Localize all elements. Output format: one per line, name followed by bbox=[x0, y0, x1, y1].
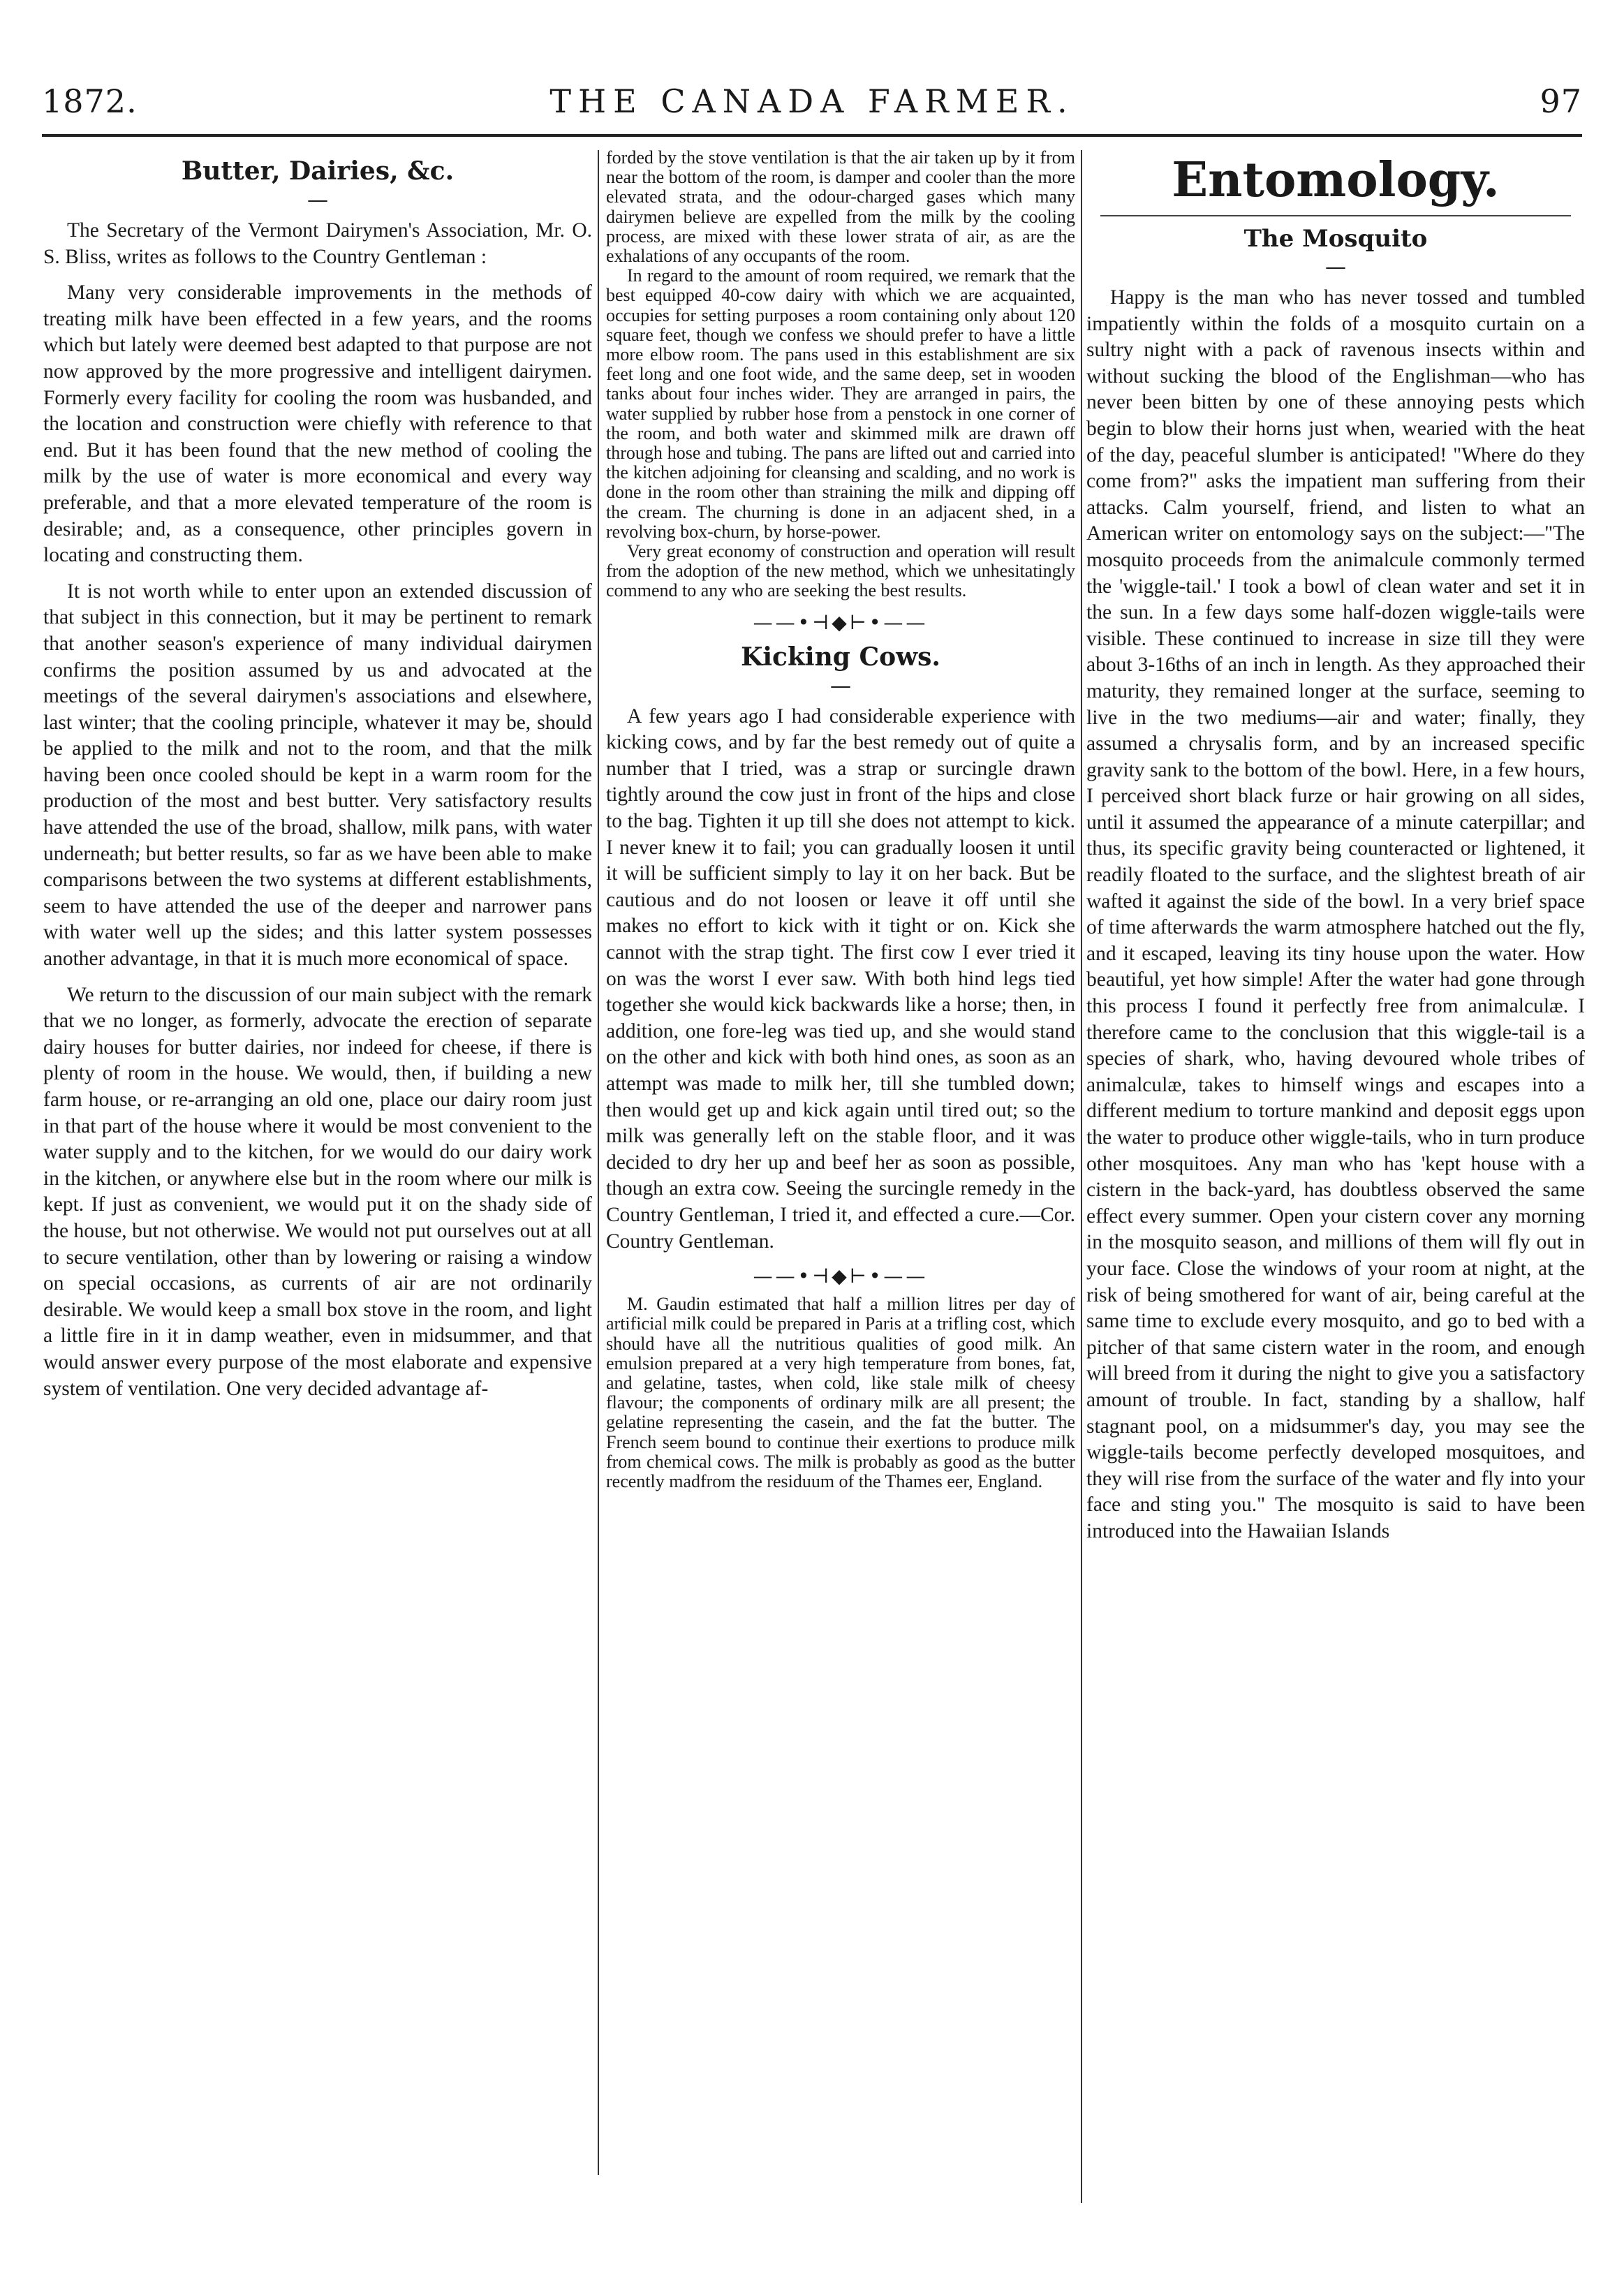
article-heading: Kicking Cows. bbox=[741, 642, 940, 672]
heading-dash: — bbox=[307, 188, 328, 212]
column-2 bbox=[606, 148, 1075, 2173]
column-1 bbox=[43, 148, 592, 2159]
article-paragraph: A few years ago I had considerable experience with kicking cows, and by far the best remedy out of quite a number that I tried, was a strap or surcingle drawn tightly around the cow just in front of the hips and close to the bag. Tighten it up till she does not attempt to kick. I never knew it to fail; you can gradually loosen it until it will be sufficient simply to lay it on her back. But be cautious and do not loosen or leave it off until she makes no effort to kick with it tight or on. Kick she cannot with the strap tight. The first cow I ever tried it on was the worst I ever saw. With both hind legs tied together she would kick backwards like a horse; then, in addition, one fore-leg was tied up, and she would stand on the other and kick with both hind ones, as soon as an attempt was made to milk her, till she tumbled down; then would get up and kick again until tired out; so the milk was generally left on the stable floor, and it was decided to dry her up and beef her as soon as possible, though an extra cow. Seeing the surcingle remedy in the Country Gentleman, I tried it, and effected a cure.—Cor. Country Gentleman. bbox=[606, 705, 1075, 1253]
masthead-rule bbox=[42, 134, 1582, 137]
masthead-year: 1872. bbox=[42, 82, 138, 120]
article-paragraph: M. Gaudin estimated that half a million litres per day of artificial milk could be prepared in Paris at a trifling cost, which should have all the nutritious qualities of good milk. An emulsion prepared at a very high temperature from bones, fat, and gelatine, tastes, when cold, like stale milk of cheesy flavour; the components of ordinary milk are all present; the gelatine representing the casein, and the fat the butter. The French seem bound to continue their exertions to produce milk from chemical cows. The milk is probably as good as the butter recently madfrom the residuum of the Thames eer, England. bbox=[606, 1294, 1075, 1491]
masthead bbox=[42, 82, 1582, 131]
article-paragraph: In regard to the amount of room required, we remark that the best equipped 40-cow dairy with which we are acquainted, occupies for setting purposes a room containing only about 120 square feet, though we confess we should prefer to have a little more elbow room. The pans used in this establishment are six feet long and one foot wide, and the same deep, set in wooden tanks about four inches wider. They are arranged in pairs, the water supplied by rubber hose from a penstock in one corner of the room, and both water and skimmed milk are drawn off through hose and tubing. The pans are lifted out and carried into the kitchen adjoining for cleansing and scalding, and no work is done in the room other than straining the milk and dipping off the cream. The churning is done in an adjacent shed, in a revolving box-churn, by horse-power. bbox=[606, 265, 1075, 542]
article-heading: Butter, Dairies, &c. bbox=[181, 156, 455, 186]
section-rule bbox=[1100, 215, 1571, 216]
column-divider bbox=[598, 150, 599, 2175]
section-ornament: ——•⊣◆⊢•—— bbox=[753, 1264, 929, 1288]
article-paragraph: Very great economy of construction and operation will result from the adoption of the new method, which we unhesitatingly commend to any who are seeking the best results. bbox=[606, 541, 1075, 601]
article-paragraph: The Secretary of the Vermont Dairymen's Association, Mr. O. S. Bliss, writes as follows to the Country Gentleman : bbox=[43, 219, 592, 268]
article-paragraph: We return to the discussion of our main subject with the remark that we no longer, as formerly, advocate the erection of separate dairy houses for butter dairies, nor indeed for cheese, if there is plenty of room in the house. We would, then, if building a new farm house, or re-arranging an old one, place our dairy room just in that part of the house where it would be most convenient to the water supply and to the kitchen, for we would do our dairy work in the kitchen, or anywhere else but in the room where our milk is kept. If just as convenient, we would put it on the shady side of the house, but not otherwise. We would not put ourselves out at all to secure ventilation, other than by lowering or raising a window on special occasions, as currents of air are not ordinarily desirable. We would keep a small box stove in the room, and light a little fire in it in damp weather, even in midsummer, and that would answer every purpose of the most elaborate and expensive system of ventilation. One very decided advantage af- bbox=[43, 983, 592, 1400]
column-divider bbox=[1081, 150, 1082, 2203]
section-heading: Entomology. bbox=[1172, 152, 1500, 208]
section-ornament: ——•⊣◆⊢•—— bbox=[753, 610, 929, 634]
page-number: 97 bbox=[1540, 82, 1582, 120]
heading-dash: — bbox=[1325, 255, 1346, 279]
heading-dash: — bbox=[830, 673, 851, 698]
article-paragraph: forded by the stove ventilation is that the air taken up by it from near the bottom of the room, is damper and cooler than the more elevated strata, and the odour-charged gases which many dairymen believe are expelled from the milk by the cooling process, are mixed with these lower strata of air, as are the exhalations of any occupants of the room. bbox=[606, 148, 1075, 267]
article-heading: The Mosquito bbox=[1243, 225, 1428, 253]
column-3 bbox=[1086, 148, 1585, 2208]
article-paragraph: It is not worth while to enter upon an extended discussion of that subject in this connection, but it may be pertinent to remark that another season's experience of many individual dairymen confirms the position assumed by us and advocated at the meetings of the several dairymen's associations and elsewhere, last winter; that the cooling principle, whatever it may be, should be applied to the milk and not to the room, and that the milk having been once cooled should be kept in a warm room for the production of the most and best butter. Very satisfactory results have attended the use of the broad, shallow, milk pans, with water underneath; but better results, so far as we have been able to make comparisons between the two systems at different establishments, seem to have attended the use of the deeper and narrower pans with water well up the sides; and this latter system possesses another advantage, in that it is much more economical of space. bbox=[43, 580, 592, 971]
masthead-title: THE CANADA FARMER. bbox=[549, 82, 1075, 120]
article-paragraph: Happy is the man who has never tossed and tumbled impatiently within the folds of a mosquito curtain on a sultry night with a pack of ravenous insects within and without sucking the blood of the Englishman—who has never been bitten by one of these annoying pests which begin to blow their horns just when, wearied with the heat of the day, peaceful slumber is anticipated! "Where do they come from?" asks the impatient man suffering from their attacks. Calm yourself, friend, and listen to what an American writer on entomology says on the subject:—"The mosquito proceeds from the animalcule commonly termed the 'wiggle-tail.' I took a bowl of clean water and set it in the sun. In a few days some half-dozen wiggle-tails were visible. These continued to increase in size till they were about 3-16ths of an inch in length. As they approached their maturity, they remained longer at the surface, seeming to live in the two mediums—air and water; finally, they assumed a chrysalis form, and by an increased specific gravity sank to the bottom of the bowl. Here, in a few hours, I perceived short black furze or hair growing on all sides, until it assumed the appearance of a minute caterpillar; and thus, its specific gravity being counteracted or lightened, it readily floated to the surface, and the slightest breath of air wafted it against the side of the bowl. In a very brief space of time afterwards the warm atmosphere hatched out the fly, and it escaped, leaving its tiny house upon the water. How beautiful, yet how simple! After the water had gone through this process I found it perfectly free from animalculæ. I therefore came to the conclusion that this wiggle-tail is a species of shark, who, having devoured whole tribes of animalculæ, takes to himself wings and escapes into a different medium to torture mankind and deposit eggs upon the water to produce other wiggle-tails, who in turn produce other mosquitoes. Any man who has 'kept house with a cistern in the back-yard, has doubtless observed the same effect every summer. Open your cistern cover any morning in the mosquito season, and millions of them will fly out in your face. Close the windows of your room at night, at the risk of being smothered for want of air, being careful at the same time to exclude every mosquito, and go to bed with a pitcher of that same cistern water in the room, and enough will breed from it during the night to give you a satisfactory amount of trouble. In fact, standing by a shallow, half stagnant pool, on a midsummer's day, you may see the wiggle-tails become perfectly developed mosquitoes, and they will rise from the surface of the water and fly into your face and sting you." The mosquito is said to have been introduced into the Hawaiian Islands bbox=[1086, 286, 1585, 1542]
article-paragraph: Many very considerable improvements in the methods of treating milk have been effected in a few years, and the rooms which but lately were deemed best adapted to that purpose are not now approved by the more progressive and intelligent dairymen. Formerly every facility for cooling the room was husbanded, and the location and construction were chiefly with reference to that end. But it has been found that the new method of cooling the milk by the use of water is more economical and every way preferable, and that a more elevated temperature of the room is desirable; and, as a consequence, other principles govern in locating and constructing them. bbox=[43, 281, 592, 567]
